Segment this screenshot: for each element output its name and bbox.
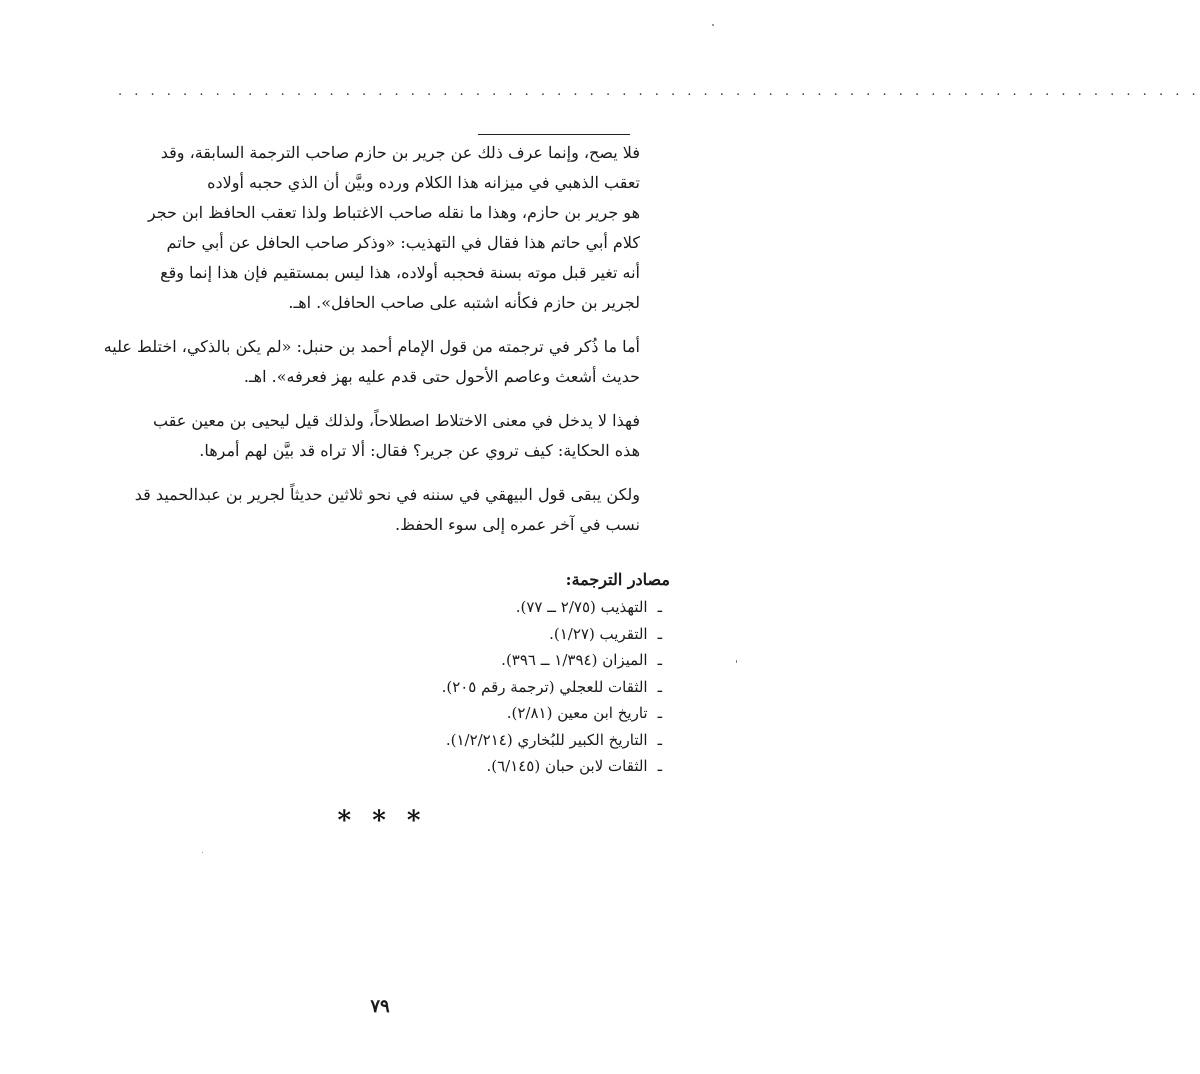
dotted-separator: . . . . . . . . . . . . . . . . . . . . . . . . . . . . . . . . . . . . . . . . . . . . . . . . . . . . . . . . . . . . . . . . . . .: [118, 84, 1200, 99]
source-item: [300, 621, 670, 648]
paragraph-2: [100, 332, 640, 392]
list-dash: ـ: [657, 598, 662, 616]
paragraph-gap: [100, 466, 640, 480]
paragraph-gap: [100, 318, 640, 332]
scan-speck: [202, 852, 203, 853]
source-item: [300, 674, 670, 701]
section-separator-stars: * * *: [337, 806, 427, 836]
list-dash: ـ: [657, 730, 662, 749]
list-dash: ـ: [657, 624, 662, 643]
scan-speck: [712, 24, 714, 26]
source-text: الثقات لابن حبان (٦/١٤٥).: [486, 757, 648, 775]
text-line: هذه الحكاية: كيف تروي عن جرير؟ فقال: ألا تراه قد بيَّن لهم أمرها.: [199, 441, 640, 460]
page-number: ٧٩: [370, 996, 390, 1017]
text-line: أما ما ذُكر في ترجمته من قول الإمام أحمد بن حنبل: «لم يكن بالذكي، اختلط عليه: [103, 337, 640, 356]
source-text: تاريخ ابن معين (٢/٨١).: [506, 704, 648, 722]
text-line: نسب في آخر عمره إلى سوء الحفظ.: [395, 515, 640, 534]
text-line: حديث أشعث وعاصم الأحول حتى قدم عليه بهز فعرفه». اهـ.: [243, 367, 640, 386]
list-dash: ـ: [657, 704, 662, 722]
source-item: [300, 753, 670, 780]
source-text: التاريخ الكبير للبُخاري (١/٢/٢١٤).: [445, 730, 648, 749]
text-line: لجرير بن حازم فكأنه اشتبه على صاحب الحافل». اهـ.: [288, 293, 640, 312]
source-text: التهذيب (٢/٧٥ ــ ٧٧).: [515, 598, 648, 616]
list-dash: ـ: [657, 757, 662, 775]
text-line: فلا يصح، وإنما عرف ذلك عن جرير بن حازم صاحب الترجمة السابقة، وقد: [160, 143, 640, 162]
sources-title: مصادر الترجمة:: [565, 570, 670, 589]
header-rule: [478, 134, 630, 135]
text-line: تعقب الذهبي في ميزانه هذا الكلام ورده وبيَّن أن الذي حجبه أولاده: [207, 173, 640, 192]
paragraph-3: [100, 406, 640, 466]
sources-section: [300, 566, 670, 780]
scan-speck: [736, 660, 737, 663]
list-dash: ـ: [657, 677, 662, 696]
text-line: ولكن يبقى قول البيهقي في سننه في نحو ثلاثين حديثاً لجرير بن عبدالحميد قد: [134, 485, 640, 504]
text-line: كلام أبي حاتم هذا فقال في التهذيب: «وذكر صاحب الحافل عن أبي حاتم: [166, 233, 640, 252]
paragraph-1: [100, 138, 640, 318]
source-item: [300, 594, 670, 621]
paragraph-gap: [100, 392, 640, 406]
source-text: الثقات للعجلي (ترجمة رقم ٢٠٥).: [441, 677, 648, 696]
text-line: فهذا لا يدخل في معنى الاختلاط اصطلاحاً، ولذلك قيل ليحيى بن معين عقب: [152, 411, 640, 430]
source-text: التقريب (١/٢٧).: [549, 624, 648, 643]
list-dash: ـ: [657, 651, 662, 669]
source-text: الميزان (١/٣٩٤ ــ ٣٩٦).: [501, 651, 648, 669]
main-text: [100, 138, 640, 540]
text-line: هو جرير بن حازم، وهذا ما نقله صاحب الاغتباط ولذا تعقب الحافظ ابن حجر: [147, 203, 640, 222]
source-item: [300, 700, 670, 727]
source-item: [300, 647, 670, 674]
text-line: أنه تغير قبل موته بسنة فحجبه أولاده، هذا ليس بمستقيم فإن هذا إنما وقع: [160, 263, 640, 282]
paragraph-4: [100, 480, 640, 540]
source-item: [300, 727, 670, 754]
